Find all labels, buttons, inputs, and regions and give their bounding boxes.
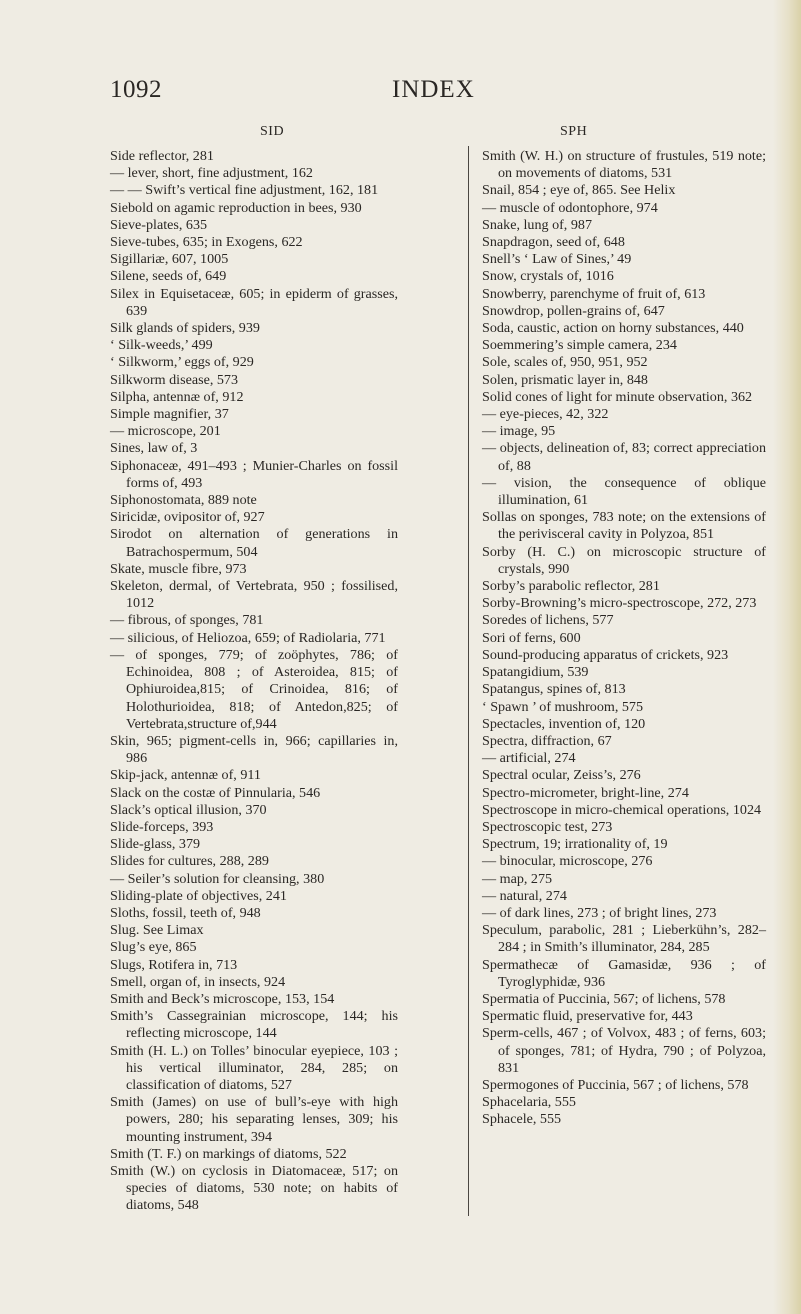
index-entry: — lever, short, fine adjustment, 162 [110, 165, 313, 182]
index-entry: Smith (W.) on cyclosis in Diatomaceæ, 517; on species of diatoms, 530 note; on habits of diatoms, 548 [110, 1162, 398, 1214]
index-entry: Sole, scales of, 950, 951, 952 [482, 354, 648, 371]
index-entry: Spermatia of Puccinia, 567; of lichens, 578 [482, 990, 726, 1007]
index-entry: Sliding-plate of objectives, 241 [110, 887, 287, 904]
index-entry: Spectroscopic test, 273 [482, 818, 613, 835]
index-entry: Soredes of lichens, 577 [482, 612, 614, 629]
index-entry: Siricidæ, ovipositor of, 927 [110, 509, 265, 526]
index-entry: Snapdragon, seed of, 648 [482, 234, 625, 251]
index-entry: Smith (W. H.) on structure of frustules, 519 note; on movements of diatoms, 531 [482, 148, 766, 182]
page-number: 1092 [110, 76, 162, 103]
index-entry: Spectacles, invention of, 120 [482, 715, 646, 732]
index-entry: Spectro-micrometer, bright-line, 274 [482, 784, 689, 801]
index-entry: ‘ Silk-weeds,’ 499 [110, 337, 213, 354]
left-column [110, 148, 398, 1215]
index-entry: Sorby (H. C.) on microscopic structure of crystals, 990 [482, 543, 766, 577]
index-entry: ‘ Silkworm,’ eggs of, 929 [110, 354, 254, 371]
index-entry: Sorby-Browning’s micro-spectroscope, 272, 273 [482, 595, 757, 612]
index-entry: Spectrum, 19; irrationality of, 19 [482, 836, 668, 853]
index-entry: Snell’s ‘ Law of Sines,’ 49 [482, 251, 632, 268]
index-entry: Spectroscope in micro-chemical operations, 1024 [482, 801, 762, 818]
index-entry: Smith’s Cassegrainian microscope, 144; his reflecting microscope, 144 [110, 1008, 398, 1042]
page-edge-shadow [773, 0, 801, 1314]
index-entry: Slide-glass, 379 [110, 836, 201, 853]
index-entry: Smith (T. F.) on markings of diatoms, 522 [110, 1145, 347, 1162]
index-entry: Spectra, diffraction, 67 [482, 732, 612, 749]
index-entry: Slides for cultures, 288, 289 [110, 853, 269, 870]
index-entry: Sloths, fossil, teeth of, 948 [110, 904, 261, 921]
index-entry: Solid cones of light for minute observation, 362 [482, 388, 753, 405]
index-entry: Silpha, antennæ of, 912 [110, 388, 244, 405]
index-entry: Sieve-plates, 635 [110, 216, 208, 233]
index-entry: Speculum, parabolic, 281 ; Lieberkühn’s, 282–284 ; in Smith’s illuminator, 284, 285 [482, 922, 766, 956]
index-entry: Sines, law of, 3 [110, 440, 198, 457]
index-entry: Skate, muscle fibre, 973 [110, 560, 247, 577]
guide-word-right: SPH [560, 124, 588, 139]
index-entry: Snowdrop, pollen-grains of, 647 [482, 302, 665, 319]
index-entry: Smell, organ of, in insects, 924 [110, 973, 286, 990]
index-entry: — natural, 274 [482, 887, 567, 904]
index-entry: Snake, lung of, 987 [482, 216, 592, 233]
index-entry: ‘ Spawn ’ of mushroom, 575 [482, 698, 644, 715]
index-entry: Slug’s eye, 865 [110, 939, 197, 956]
index-entry: — binocular, microscope, 276 [482, 853, 653, 870]
index-entry: Sorby’s parabolic reflector, 281 [482, 578, 660, 595]
index-entry: — of dark lines, 273 ; of bright lines, 273 [482, 904, 717, 921]
guide-word-left: SID [260, 124, 285, 139]
index-entry: Smith and Beck’s microscope, 153, 154 [110, 990, 335, 1007]
running-head: INDEX [392, 76, 475, 103]
index-entry: Siphonaceæ, 491–493 ; Munier-Charles on fossil forms of, 493 [110, 457, 398, 491]
index-entry: Snail, 854 ; eye of, 865. See Helix [482, 182, 676, 199]
index-entry: Spermathecæ of Gamasidæ, 936 ; of Tyroglyphidæ, 936 [482, 956, 766, 990]
index-entry: — vision, the consequence of oblique illumination, 61 [482, 474, 766, 509]
index-entry: — artificial, 274 [482, 750, 576, 767]
index-entry: Spatangus, spines of, 813 [482, 681, 626, 698]
index-entry: Slide-forceps, 393 [110, 818, 214, 835]
index-entry: Sperm-cells, 467 ; of Volvox, 483 ; of ferns, 603; of sponges, 781; of Hydra, 790 ; of Polyzoa, 831 [482, 1025, 766, 1076]
index-entry: — microscope, 201 [110, 423, 221, 440]
column-divider [468, 146, 469, 1216]
index-entry: Sphacele, 555 [482, 1111, 562, 1128]
index-entry: — muscle of odontophore, 974 [482, 199, 658, 216]
index-entry: — objects, delineation of, 83; correct appreciation of, 88 [482, 440, 766, 474]
index-entry: Solen, prismatic layer in, 848 [482, 371, 648, 388]
index-entry: Smith (James) on use of bull’s-eye with high powers, 280; his separating lenses, 309; his mounting instrument, 394 [110, 1094, 398, 1145]
index-entry: Snowberry, parenchyme of fruit of, 613 [482, 285, 706, 302]
index-entry: Slack on the costæ of Pinnularia, 546 [110, 784, 321, 801]
index-entry: — fibrous, of sponges, 781 [110, 612, 264, 629]
index-entry: Spermogones of Puccinia, 567 ; of lichens, 578 [482, 1076, 749, 1093]
index-entry: Slugs, Rotifera in, 713 [110, 956, 238, 973]
index-entry: Snow, crystals of, 1016 [482, 268, 614, 285]
index-entry: — — Swift’s vertical fine adjustment, 162, 181 [110, 182, 379, 199]
index-entry: — of sponges, 779; of zoöphytes, 786; of Echinoidea, 808 ; of Asteroidea, 815; of Ophiuroidea,815; of Crinoidea, 816; of Holothurioidea, 818; of Antedon,825; of Vertebrata,structure of,944 [110, 646, 398, 732]
index-entry: Slug. See Limax [110, 922, 204, 939]
index-entry: — map, 275 [482, 870, 553, 887]
index-entry: Sphacelaria, 555 [482, 1094, 576, 1111]
index-entry: Silex in Equisetaceæ, 605; in epiderm of grasses, 639 [110, 285, 398, 319]
index-entry: Spectral ocular, Zeiss’s, 276 [482, 767, 641, 784]
index-entry: Sieve-tubes, 635; in Exogens, 622 [110, 234, 303, 251]
index-entry: Smith (H. L.) on Tolles’ binocular eyepiece, 103 ; his vertical illuminator, 284, 285; on classification of diatoms, 527 [110, 1042, 398, 1093]
index-entry: Sirodot on alternation of generations in Batrachospermum, 504 [110, 526, 398, 560]
index-entry: Soda, caustic, action on horny substances, 440 [482, 320, 744, 337]
index-entry: Silk glands of spiders, 939 [110, 320, 260, 337]
index-entry: — silicious, of Heliozoa, 659; of Radiolaria, 771 [110, 629, 386, 646]
index-entry: Spatangidium, 539 [482, 664, 589, 681]
index-entry: Siphonostomata, 889 note [110, 492, 257, 509]
index-entry: Siebold on agamic reproduction in bees, 930 [110, 199, 362, 216]
index-entry: Silene, seeds of, 649 [110, 268, 227, 285]
index-entry: — eye-pieces, 42, 322 [482, 406, 609, 423]
index-entry: Sound-producing apparatus of crickets, 923 [482, 646, 729, 663]
index-entry: Soemmering’s simple camera, 234 [482, 337, 677, 354]
index-entry: Side reflector, 281 [110, 148, 214, 164]
index-entry: Skeleton, dermal, of Vertebrata, 950 ; fossilised, 1012 [110, 578, 398, 612]
index-entry: Simple magnifier, 37 [110, 406, 229, 423]
index-entry: Sollas on sponges, 783 note; on the extensions of the perivisceral cavity in Polyzoa, 851 [482, 509, 766, 543]
index-entry: Sori of ferns, 600 [482, 629, 581, 646]
index-entry: Sigillariæ, 607, 1005 [110, 251, 229, 268]
index-entry: — Seiler’s solution for cleansing, 380 [110, 870, 325, 887]
index-entry: Spermatic fluid, preservative for, 443 [482, 1008, 693, 1025]
index-entry: Skin, 965; pigment-cells in, 966; capillaries in, 986 [110, 732, 398, 767]
right-column [482, 148, 766, 1129]
index-entry: Skip-jack, antennæ of, 911 [110, 767, 261, 784]
index-entry: Silkworm disease, 573 [110, 371, 239, 388]
index-entry: Slack’s optical illusion, 370 [110, 801, 267, 818]
index-entry: — image, 95 [482, 423, 556, 440]
